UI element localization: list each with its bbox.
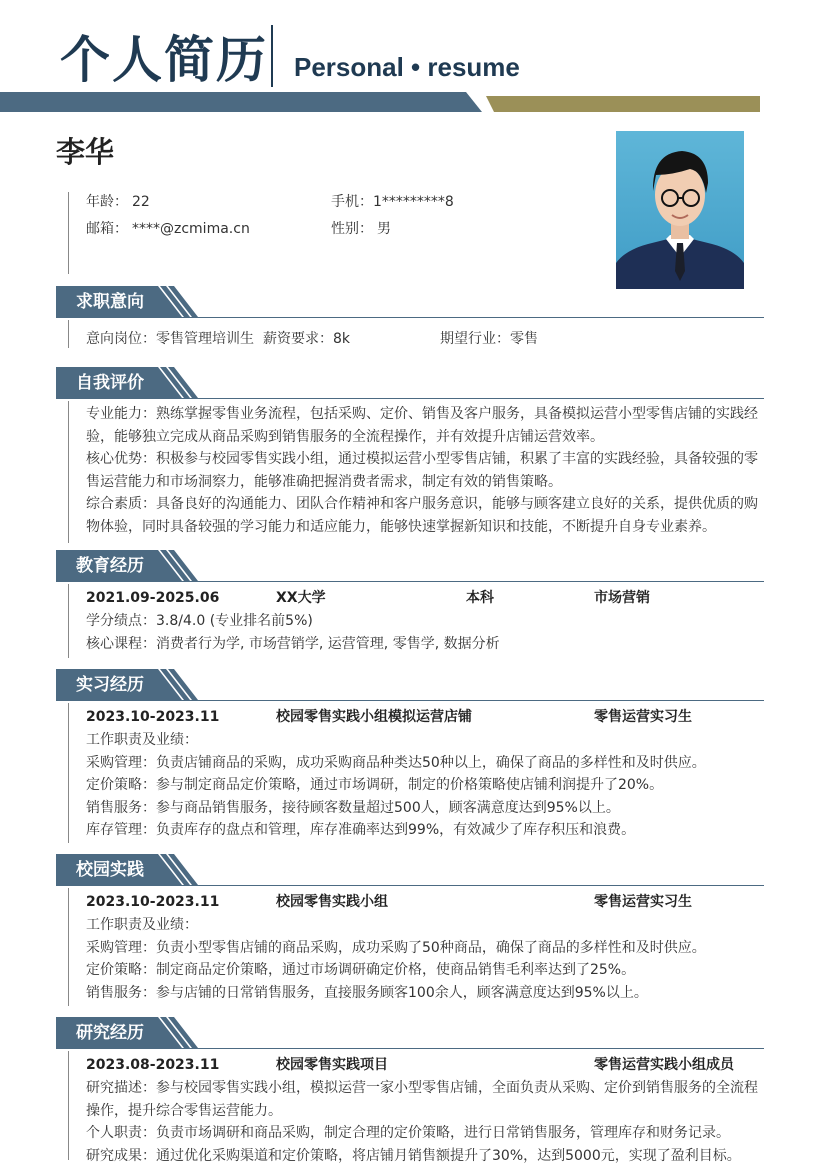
info-divider — [68, 192, 69, 274]
internship-line: 销售服务：参与商品销售服务，接待顾客数量超过500人，顾客满意度达到95%以上。 — [86, 800, 620, 816]
phone-label: 手机： — [331, 194, 373, 210]
email-field — [86, 219, 250, 239]
phone-field — [331, 192, 454, 212]
education-school: XX大学 — [276, 590, 326, 606]
header-band — [0, 92, 820, 112]
gender-value: 男 — [377, 221, 391, 237]
campus-line: 工作职责及业绩： — [86, 917, 198, 933]
section-body — [56, 318, 764, 348]
section-title: 自我评价 — [76, 373, 144, 393]
age-label: 年龄： — [86, 194, 128, 210]
section-body — [56, 399, 764, 543]
section-education — [56, 550, 764, 658]
section-body — [56, 582, 764, 658]
section-title: 校园实践 — [76, 860, 144, 880]
research-line: 个人职责：负责市场调研和商品采购，制定合理的定价策略，进行日常销售服务，管理库存和财务记录。 — [86, 1125, 730, 1141]
education-major: 市场营销 — [594, 590, 650, 606]
section-title: 求职意向 — [76, 292, 144, 312]
title-divider — [271, 25, 273, 87]
self-eval-paragraph: 核心优势：积极参与校园零售实践小组，通过模拟运营小型零售店铺，积累了丰富的实践经验，具备较强的零售运营能力和市场洞察力，能够准确把握消费者需求，制定有效的销售策略。 — [86, 451, 758, 490]
candidate-name: 李华 — [56, 135, 115, 169]
self-eval-paragraph: 综合素质：具备良好的沟通能力、团队合作精神和客户服务意识，能够与顾客建立良好的关系，提供优质的购物体验，同时具备较强的学习能力和适应能力，能够快速掌握新知识和技能，不断提升自身专业素养。 — [86, 496, 758, 535]
section-body — [56, 1049, 764, 1164]
section-research — [56, 1017, 764, 1164]
campus-line: 采购管理：负责小型零售店铺的商品采购，成功采购了50种商品，确保了商品的多样性和及时供应。 — [86, 940, 706, 956]
age-value: 22 — [132, 194, 150, 210]
section-self-evaluation — [56, 367, 764, 543]
section-vline — [68, 888, 69, 1006]
research-org: 校园零售实践项目 — [276, 1057, 388, 1073]
section-header — [56, 550, 764, 582]
job-salary: 薪资要求：8k — [263, 331, 351, 347]
section-title: 实习经历 — [76, 675, 144, 695]
section-vline — [68, 584, 69, 658]
campus-org: 校园零售实践小组 — [276, 894, 388, 910]
email-label: 邮箱： — [86, 221, 128, 237]
education-courses: 核心课程：消费者行为学, 市场营销学, 运营管理, 零售学, 数据分析 — [86, 636, 500, 652]
campus-line: 销售服务：参与店铺的日常销售服务，直接服务顾客100余人，顾客满意度达到95%以上。 — [86, 985, 648, 1001]
campus-role: 零售运营实习生 — [594, 894, 692, 910]
section-internship — [56, 669, 764, 843]
section-header — [56, 854, 764, 886]
job-position: 意向岗位：零售管理培训生 — [86, 331, 254, 347]
job-industry: 期望行业：零售 — [440, 331, 538, 347]
section-header — [56, 1017, 764, 1049]
internship-role: 零售运营实习生 — [594, 709, 692, 725]
education-period: 2021.09-2025.06 — [86, 590, 220, 606]
section-campus-practice — [56, 854, 764, 1006]
age-field — [86, 192, 150, 212]
phone-value: 1*********8 — [373, 194, 454, 210]
section-vline — [68, 320, 69, 348]
profile-photo — [616, 131, 744, 289]
gender-label: 性别： — [331, 221, 373, 237]
resume-subtitle: Personal • resume — [294, 52, 520, 82]
resume-title: 个人简历 — [60, 31, 268, 89]
education-gpa: 学分绩点：3.8/4.0 (专业排名前5%) — [86, 613, 313, 629]
section-body — [56, 701, 764, 843]
internship-line: 库存管理：负责库存的盘点和管理，库存准确率达到99%，有效减少了库存积压和浪费。 — [86, 822, 636, 838]
internship-line: 采购管理：负责店铺商品的采购，成功采购商品种类达50种以上，确保了商品的多样性和及时供应。 — [86, 755, 706, 771]
section-header — [56, 286, 764, 318]
internship-line: 工作职责及业绩： — [86, 732, 198, 748]
research-line: 研究成果：通过优化采购渠道和定价策略，将店铺月销售额提升了30%，达到5000元，实现了盈利目标。 — [86, 1148, 741, 1164]
section-title: 研究经历 — [76, 1023, 144, 1043]
section-vline — [68, 703, 69, 843]
email-value: ****@zcmima.cn — [132, 221, 250, 237]
research-role: 零售运营实践小组成员 — [594, 1057, 734, 1073]
section-vline — [68, 401, 69, 543]
section-header — [56, 669, 764, 701]
section-vline — [68, 1051, 69, 1160]
section-header — [56, 367, 764, 399]
section-job-intent — [56, 286, 764, 348]
campus-line: 定价策略：制定商品定价策略，通过市场调研确定价格，使商品销售毛利率达到了25%。 — [86, 962, 636, 978]
campus-period: 2023.10-2023.11 — [86, 894, 220, 910]
research-period: 2023.08-2023.11 — [86, 1057, 220, 1073]
gender-field — [331, 219, 391, 239]
internship-period: 2023.10-2023.11 — [86, 709, 220, 725]
education-degree: 本科 — [466, 590, 494, 606]
section-body — [56, 886, 764, 1006]
section-title: 教育经历 — [76, 556, 144, 576]
internship-line: 定价策略：参与制定商品定价策略，通过市场调研，制定的价格策略使店铺利润提升了20%。 — [86, 777, 664, 793]
internship-org: 校园零售实践小组模拟运营店铺 — [276, 709, 472, 725]
self-eval-paragraph: 专业能力：熟练掌握零售业务流程，包括采购、定价、销售及客户服务，具备模拟运营小型零售店铺的实践经验，能够独立完成从商品采购到销售服务的全流程操作，并有效提升店铺运营效率。 — [86, 406, 758, 445]
research-description: 研究描述：参与校园零售实践小组，模拟运营一家小型零售店铺，全面负责从采购、定价到销售服务的全流程操作，提升综合零售运营能力。 — [86, 1080, 758, 1119]
